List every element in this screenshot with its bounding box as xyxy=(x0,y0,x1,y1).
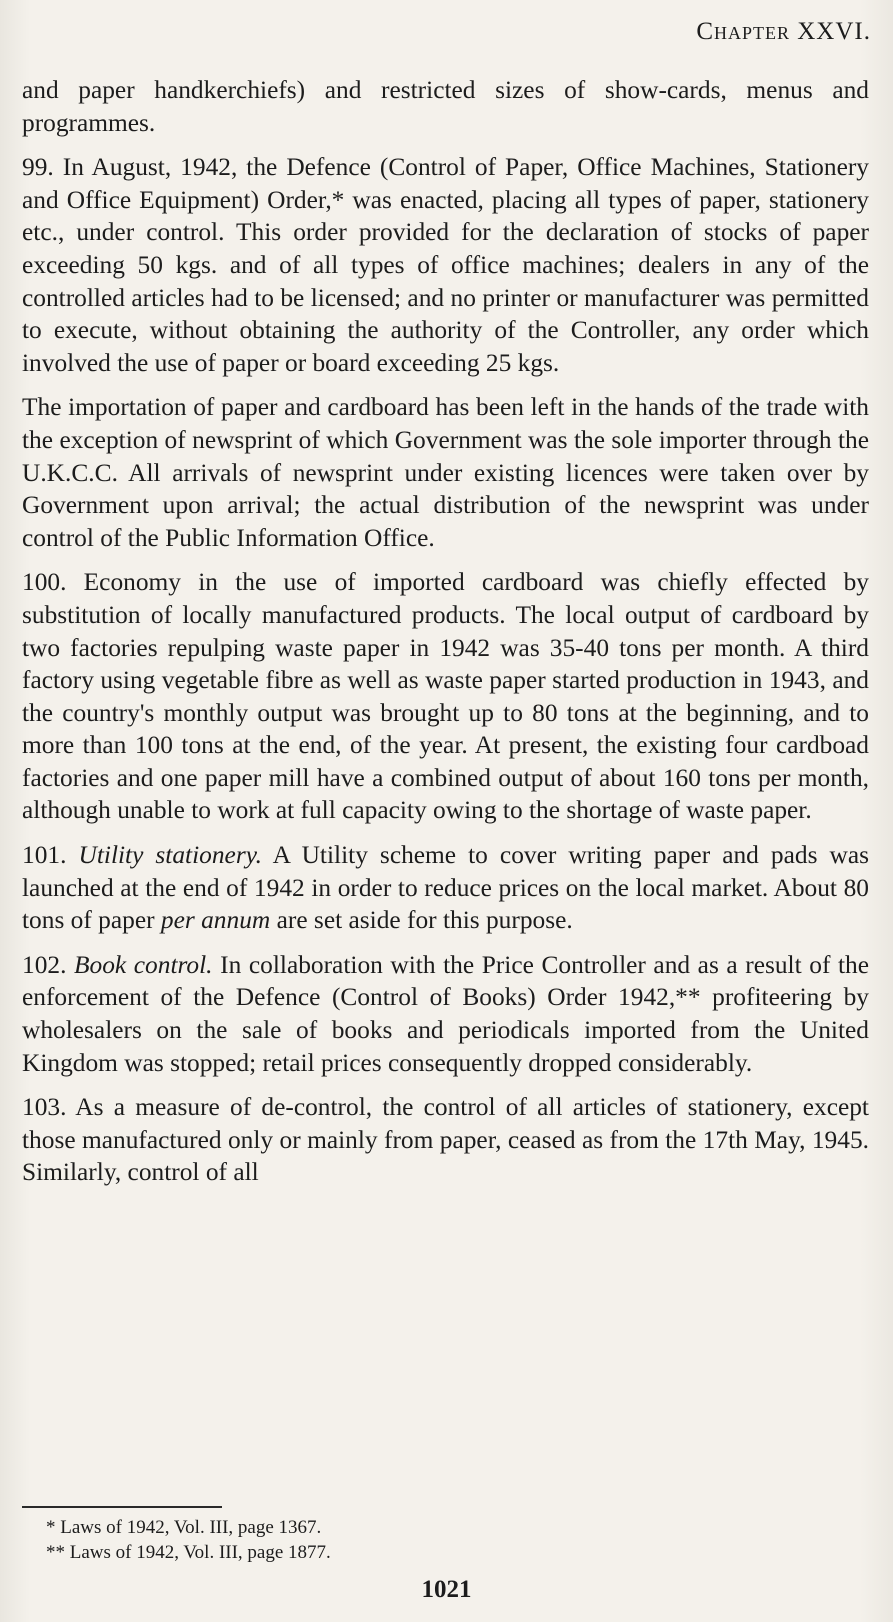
paragraph-99-importation: The importation of paper and cardboard has been left in the hands of the trade with the exception of newsprint of which Government was the sole importer through the U.K.C.C. All arrivals of newsprint under existing licences were taken over by Government upon arrival; the actual distribution of the newsprint was under control of the Public Information Office. xyxy=(22,393,869,552)
page-number: 1021 xyxy=(421,1576,472,1603)
paragraph-continuation: and paper handkerchiefs) and restricted sizes of show-cards, menus and programmes. xyxy=(22,76,869,137)
paragraph-101-text-a: A Utility scheme to cover writing paper and pads was launched at the end of 1942 in order to reduce prices on the local market. About 80 tons of paper xyxy=(22,841,869,935)
paragraph-101-title: Utility stationery. xyxy=(78,841,262,870)
paragraph-103: 103. As a measure of de-control, the control of all articles of stationery, except those manufactured only or mainly from paper, ceased as from the 17th May, 1945. Similarly, control of all xyxy=(22,1093,869,1187)
paragraph-101-emphasis: per annum xyxy=(160,906,271,935)
paragraph-101-text-b: are set aside for this purpose. xyxy=(276,906,573,935)
footnote-1: * Laws of 1942, Vol. III, page 1367. xyxy=(46,1517,322,1538)
body-text xyxy=(22,74,869,1201)
paragraph-102-number: 102. xyxy=(22,950,67,979)
footnote-2: ** Laws of 1942, Vol. III, page 1877. xyxy=(46,1542,331,1563)
chapter-heading: Chapter XXVI. xyxy=(696,18,871,45)
paragraph-102 xyxy=(22,949,869,1079)
paragraph-101 xyxy=(22,839,869,937)
footnotes xyxy=(46,1515,331,1565)
paragraph-99: 99. In August, 1942, the Defence (Control of Paper, Office Machines, Stationery and Office Equipment) Order,* was enacted, placing all types of paper, stationery etc., under control. This order provided for the declaration of stocks of paper exceeding 50 kgs. and of all types of office machines; dealers in any of the controlled articles had to be licensed; and no printer or manufacturer was permitted to execute, without obtaining the authority of the Controller, any order which involved the use of paper or board exceeding 25 kgs. xyxy=(22,153,869,377)
paragraph-102-title: Book control. xyxy=(74,950,213,979)
paragraph-100: 100. Economy in the use of imported cardboard was chiefly effected by substitution of locally manufactured products. The local output of cardboard by two factories repulping waste paper in 1942 was 35-40 tons per month. A third factory using vegetable fibre as well as waste paper started production in 1943, and the country's monthly output was brought up to 80 tons at the beginning, and to more than 100 tons at the end, of the year. At present, the existing four cardboad factories and one paper mill have a combined output of about 160 tons per month, although unable to work at full capacity owing to the shortage of waste paper. xyxy=(22,568,869,825)
paragraph-101-number: 101. xyxy=(22,841,67,870)
footnote-divider xyxy=(22,1506,222,1508)
paragraph-102-text: In collaboration with the Price Controller and as a result of the enforcement of the Defence (Control of Books) Order 1942,** profiteering by wholesalers on the sale of books and periodicals imported from the United Kingdom was stopped; retail prices consequently dropped considerably. xyxy=(22,950,869,1077)
